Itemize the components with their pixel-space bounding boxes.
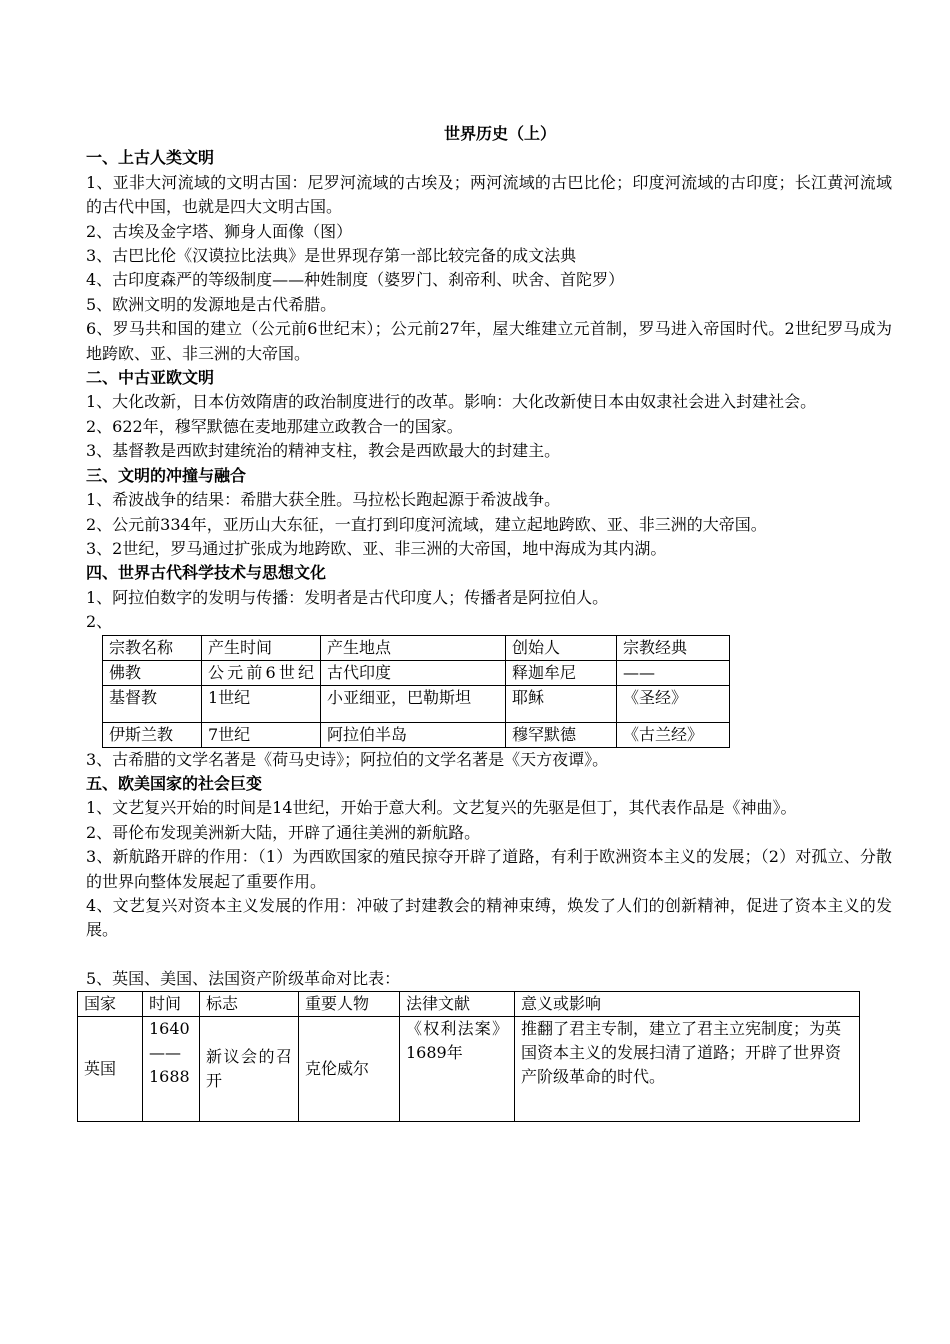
document-title: 世界历史（上） xyxy=(443,124,556,143)
paragraph: 3、古巴比伦《汉谟拉比法典》是世界现存第一部比较完备的成文法典 xyxy=(86,246,577,266)
paragraph: 3、基督教是西欧封建统治的精神支柱，教会是西欧最大的封建主。 xyxy=(86,441,561,461)
table-row xyxy=(103,685,730,722)
document-page xyxy=(86,122,892,1122)
law-year: 1689年 xyxy=(406,1043,463,1063)
table-header-cell: 产生地点 xyxy=(321,635,506,660)
paragraph: 1、希波战争的结果：希腊大获全胜。马拉松长跑起源于希波战争。 xyxy=(86,490,561,510)
table-cell: 1世纪 xyxy=(202,685,321,722)
table-header-cell: 国家 xyxy=(78,992,143,1017)
paragraph: 4、文艺复兴对资本主义发展的作用：冲破了封建教会的精神束缚，焕发了人们的创新精神，促进了资本主义的发展。 xyxy=(86,895,892,940)
section-heading-5: 五、欧美国家的社会巨变 xyxy=(86,773,263,793)
paragraph: 6、罗马共和国的建立（公元前6世纪末）；公元前27年，屋大维建立元首制，罗马进入帝国时代。2世纪罗马成为地跨欧、亚、非三洲的大帝国。 xyxy=(86,319,892,363)
table-header-cell: 产生时间 xyxy=(202,635,321,660)
time-start: 1640 xyxy=(149,1019,190,1039)
paragraph: 2、古埃及金字塔、狮身人面像（图） xyxy=(86,221,353,241)
paragraph: 5、欧洲文明的发源地是古代希腊。 xyxy=(86,294,337,314)
table-header-cell: 创始人 xyxy=(506,635,617,660)
paragraph: 3、2世纪，罗马通过扩张成为地跨欧、亚、非三洲的大帝国，地中海成为其内湖。 xyxy=(86,538,667,558)
table-header-cell: 宗教名称 xyxy=(103,635,202,660)
table-cell: 阿拉伯半岛 xyxy=(321,722,506,747)
table-cell: 古代印度 xyxy=(321,660,506,685)
table-cell: 佛教 xyxy=(103,660,202,685)
table-header-cell: 法律文献 xyxy=(400,992,515,1017)
law-name: 《权利法案》 xyxy=(406,1019,508,1039)
table-header-row xyxy=(103,635,730,660)
table-cell: 新议会的召开 xyxy=(200,1017,299,1122)
table-cell: 公元前6世纪 xyxy=(202,660,321,685)
blank-line xyxy=(86,943,892,967)
paragraph: 1、阿拉伯数字的发明与传播：发明者是古代印度人；传播者是阿拉伯人。 xyxy=(86,587,609,607)
table-cell: —— xyxy=(617,660,730,685)
table-header-cell: 标志 xyxy=(200,992,299,1017)
time-end: 1688 xyxy=(149,1067,190,1087)
table-row xyxy=(78,1017,860,1122)
time-dash: —— xyxy=(149,1043,181,1063)
table-cell: 伊斯兰教 xyxy=(103,722,202,747)
table-header-cell: 重要人物 xyxy=(299,992,400,1017)
paragraph: 2、哥伦布发现美洲新大陆，开辟了通往美洲的新航路。 xyxy=(86,822,481,842)
table-cell: 英国 xyxy=(78,1017,143,1122)
paragraph: 3、新航路开辟的作用：（1）为西欧国家的殖民掠夺开辟了道路，有利于欧洲资本主义的发展；（2）对孤立、分散的世界向整体发展起了重要作用。 xyxy=(86,847,892,891)
paragraph: 3、古希腊的文学名著是《荷马史诗》；阿拉伯的文学名著是《天方夜谭》。 xyxy=(86,749,609,769)
table-cell: 《古兰经》 xyxy=(617,722,730,747)
religion-table xyxy=(102,635,730,748)
section-heading-4: 四、世界古代科学技术与思想文化 xyxy=(86,563,327,583)
table-cell: 7世纪 xyxy=(202,722,321,747)
section-heading-2: 二、中古亚欧文明 xyxy=(86,368,215,388)
table-cell: 基督教 xyxy=(103,685,202,722)
table-header-cell: 时间 xyxy=(143,992,200,1017)
table-cell: 小亚细亚，巴勒斯坦 xyxy=(321,685,506,722)
table-cell: 耶稣 xyxy=(506,685,617,722)
table-cell: 推翻了君主专制，建立了君主立宪制度；为英国资本主义的发展扫清了道路；开辟了世界资产阶级革命的时代。 xyxy=(515,1017,860,1122)
table-row xyxy=(103,722,730,747)
table-cell: 穆罕默德 xyxy=(506,722,617,747)
paragraph: 1、大化改新，日本仿效隋唐的政治制度进行的改革。影响：大化改新使日本由奴隶社会进入封建社会。 xyxy=(86,392,817,412)
table-cell xyxy=(143,1017,200,1122)
table-header-cell: 意义或影响 xyxy=(515,992,860,1017)
paragraph: 5、英国、美国、法国资产阶级革命对比表： xyxy=(86,968,401,988)
table-cell: 克伦威尔 xyxy=(299,1017,400,1122)
paragraph: 2、 xyxy=(86,612,113,632)
table-header-cell: 宗教经典 xyxy=(617,635,730,660)
table-cell: 《圣经》 xyxy=(617,685,730,722)
revolution-table xyxy=(77,991,860,1122)
table-cell: 释迦牟尼 xyxy=(506,660,617,685)
paragraph: 2、622年，穆罕默德在麦地那建立政教合一的国家。 xyxy=(86,416,463,436)
table-header-row xyxy=(78,992,860,1017)
paragraph: 2、公元前334年，亚历山大东征，一直打到印度河流域，建立起地跨欧、亚、非三洲的大帝国。 xyxy=(86,514,767,534)
section-heading-1: 一、上古人类文明 xyxy=(86,148,215,168)
paragraph: 4、古印度森严的等级制度——种姓制度（婆罗门、刹帝利、吠舍、首陀罗） xyxy=(86,270,625,290)
paragraph: 1、文艺复兴开始的时间是14世纪，开始于意大利。文艺复兴的先驱是但丁，其代表作品是《神曲》。 xyxy=(86,798,797,818)
table-row xyxy=(103,660,730,685)
paragraph: 1、亚非大河流域的文明古国：尼罗河流域的古埃及；两河流域的古巴比伦；印度河流域的古印度；长江黄河流域的古代中国，也就是四大文明古国。 xyxy=(86,172,892,217)
table-cell xyxy=(400,1017,515,1122)
section-heading-3: 三、文明的冲撞与融合 xyxy=(86,465,247,485)
